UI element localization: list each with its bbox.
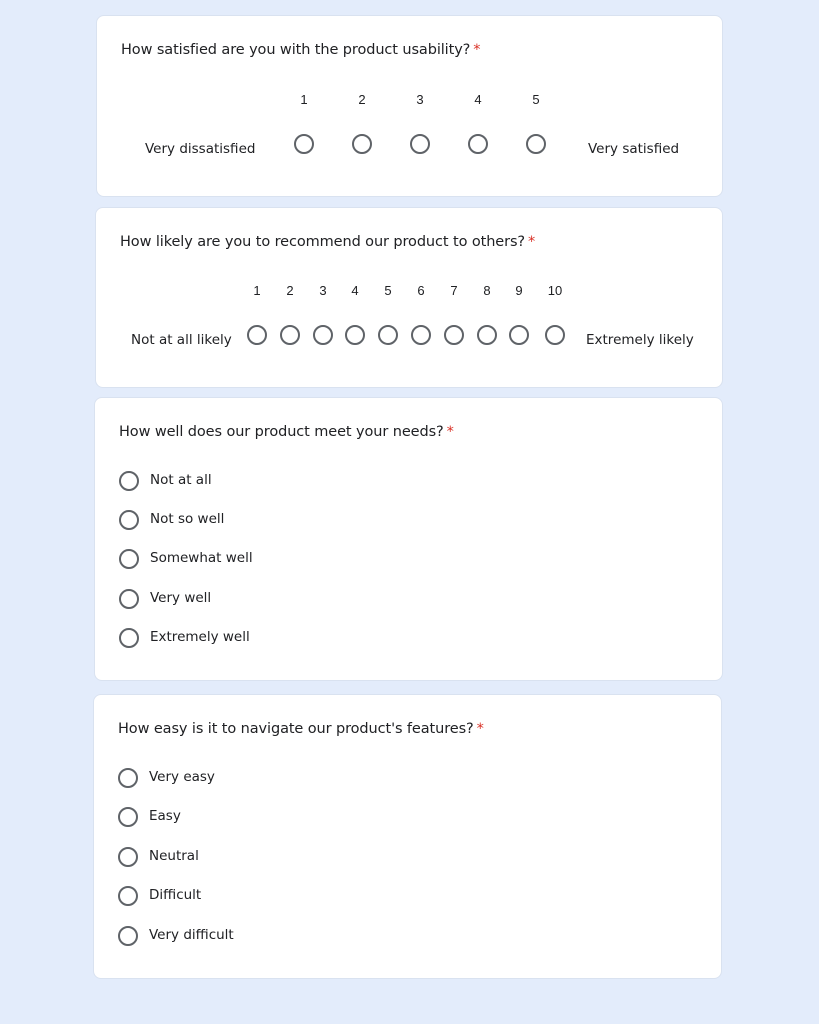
option-label[interactable]: Difficult [149,887,202,903]
radio-scale-4[interactable] [345,325,365,345]
scale-number-9: 9 [515,283,523,298]
radio-scale-6[interactable] [411,325,431,345]
question-card-satisfaction [96,15,723,197]
scale-number-4: 4 [351,283,359,298]
option-label[interactable]: Extremely well [150,629,250,645]
radio-scale-7[interactable] [444,325,464,345]
question-text: How easy is it to navigate our product's features? [118,721,474,737]
scale-number-3: 3 [319,283,327,298]
scale-low-label: Not at all likely [131,332,232,348]
radio-scale-10[interactable] [545,325,565,345]
radio-scale-2[interactable] [280,325,300,345]
radio-scale-4[interactable] [468,134,488,154]
scale-low-label: Very dissatisfied [145,141,256,157]
scale-number-1: 1 [253,283,261,298]
radio-option-somewhat-well[interactable] [119,549,139,569]
scale-number-5: 5 [384,283,392,298]
required-asterisk: * [528,234,536,250]
scale-number-8: 8 [483,283,491,298]
question-card-recommend [95,207,723,388]
scale-high-label: Extremely likely [586,332,694,348]
radio-scale-8[interactable] [477,325,497,345]
scale-number-2: 2 [286,283,294,298]
question-card-navigation [93,694,722,979]
option-label[interactable]: Not at all [150,472,212,488]
radio-scale-3[interactable] [313,325,333,345]
option-label[interactable]: Very difficult [149,927,234,943]
question-text: How satisfied are you with the product usability? [121,42,471,58]
radio-option-easy[interactable] [118,807,138,827]
option-label[interactable]: Not so well [150,511,225,527]
scale-high-label: Very satisfied [588,141,680,157]
question-title [118,721,484,737]
radio-option-not-at-all[interactable] [119,471,139,491]
option-label[interactable]: Very well [150,590,212,606]
radio-option-very-difficult[interactable] [118,926,138,946]
question-title [119,424,454,440]
radio-scale-9[interactable] [509,325,529,345]
question-title [121,42,480,58]
radio-scale-3[interactable] [410,134,430,154]
scale-number-2: 2 [358,92,366,107]
scale-number-5: 5 [532,92,540,107]
question-card-needs [94,397,723,681]
scale-number-7: 7 [450,283,458,298]
scale-number-4: 4 [474,92,482,107]
required-asterisk: * [476,721,484,737]
radio-option-very-well[interactable] [119,589,139,609]
scale-number-10: 10 [547,283,563,298]
radio-option-difficult[interactable] [118,886,138,906]
option-label[interactable]: Neutral [149,848,199,864]
radio-scale-1[interactable] [294,134,314,154]
option-label[interactable]: Easy [149,808,181,824]
radio-scale-2[interactable] [352,134,372,154]
scale-number-1: 1 [300,92,308,107]
question-text: How likely are you to recommend our product to others? [120,234,526,250]
radio-option-very-easy[interactable] [118,768,138,788]
radio-option-neutral[interactable] [118,847,138,867]
question-title [120,234,535,250]
scale-number-3: 3 [416,92,424,107]
question-text: How well does our product meet your needs? [119,424,444,440]
radio-scale-5[interactable] [378,325,398,345]
option-label[interactable]: Very easy [149,769,215,785]
radio-option-extremely-well[interactable] [119,628,139,648]
required-asterisk: * [446,424,454,440]
scale-number-6: 6 [417,283,425,298]
required-asterisk: * [473,42,481,58]
option-label[interactable]: Somewhat well [150,550,253,566]
radio-option-not-so-well[interactable] [119,510,139,530]
radio-scale-5[interactable] [526,134,546,154]
radio-scale-1[interactable] [247,325,267,345]
